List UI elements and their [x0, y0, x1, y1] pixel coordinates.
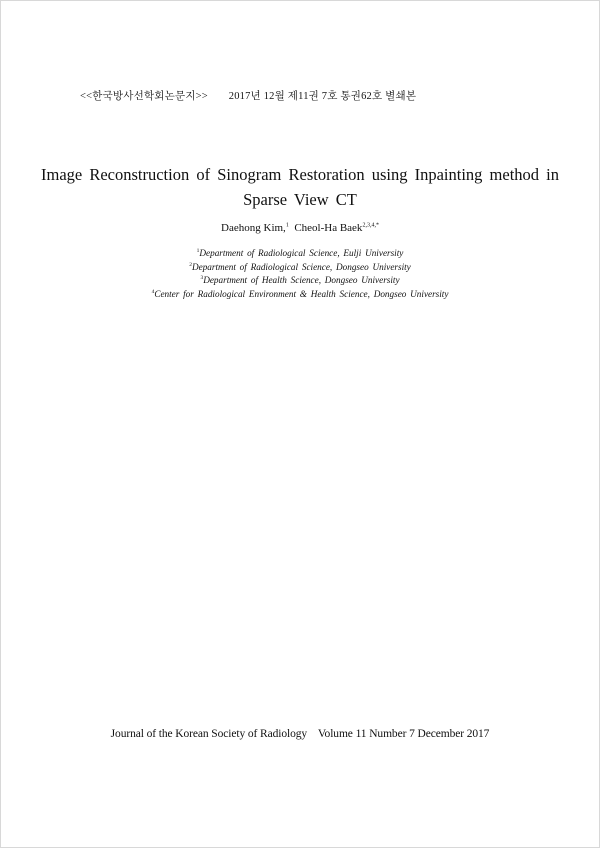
- affiliation-superscript: 3: [200, 274, 204, 281]
- affiliation-superscript: 2: [189, 261, 192, 268]
- author-list: [0, 222, 600, 234]
- affiliation-item: [0, 274, 600, 288]
- affiliation-item: [0, 288, 600, 302]
- affiliation-text: Department of Radiological Science, Dongseo University: [191, 261, 411, 272]
- affiliation-list: [0, 247, 600, 301]
- journal-tag: <<한국방사선학회논문지>>: [80, 91, 208, 102]
- footer-line: [0, 728, 600, 740]
- affiliation-text: Department of Radiological Science, Eulji University: [199, 248, 404, 258]
- title-line-2: Sparse View CT: [243, 190, 357, 209]
- author-superscript: 1: [285, 222, 289, 229]
- affiliation-superscript: 1: [196, 247, 200, 254]
- issue-info: 2017년 12월 제11권 7호 통권62호 별쇄본: [228, 91, 417, 102]
- affiliation-text: Center for Radiological Environment & Health Science, Dongseo University: [154, 288, 449, 299]
- title-line-1: Image Reconstruction of Sinogram Restoration using Inpainting method in: [40, 165, 559, 184]
- header-line: [80, 88, 416, 103]
- affiliation-superscript: 4: [151, 288, 155, 295]
- author-superscript: 2,3,4,*: [362, 222, 379, 229]
- affiliation-item: [0, 261, 600, 275]
- author-name: Daehong Kim,: [221, 222, 286, 234]
- affiliation-item: [0, 247, 600, 261]
- footer-volume-info: Volume 11 Number 7 December 2017: [317, 728, 490, 740]
- author-name: Cheol-Ha Baek: [294, 222, 363, 234]
- paper-title: [20, 162, 580, 212]
- footer-journal: Journal of the Korean Society of Radiology: [110, 728, 308, 740]
- affiliation-text: Department of Health Science, Dongseo University: [203, 275, 400, 285]
